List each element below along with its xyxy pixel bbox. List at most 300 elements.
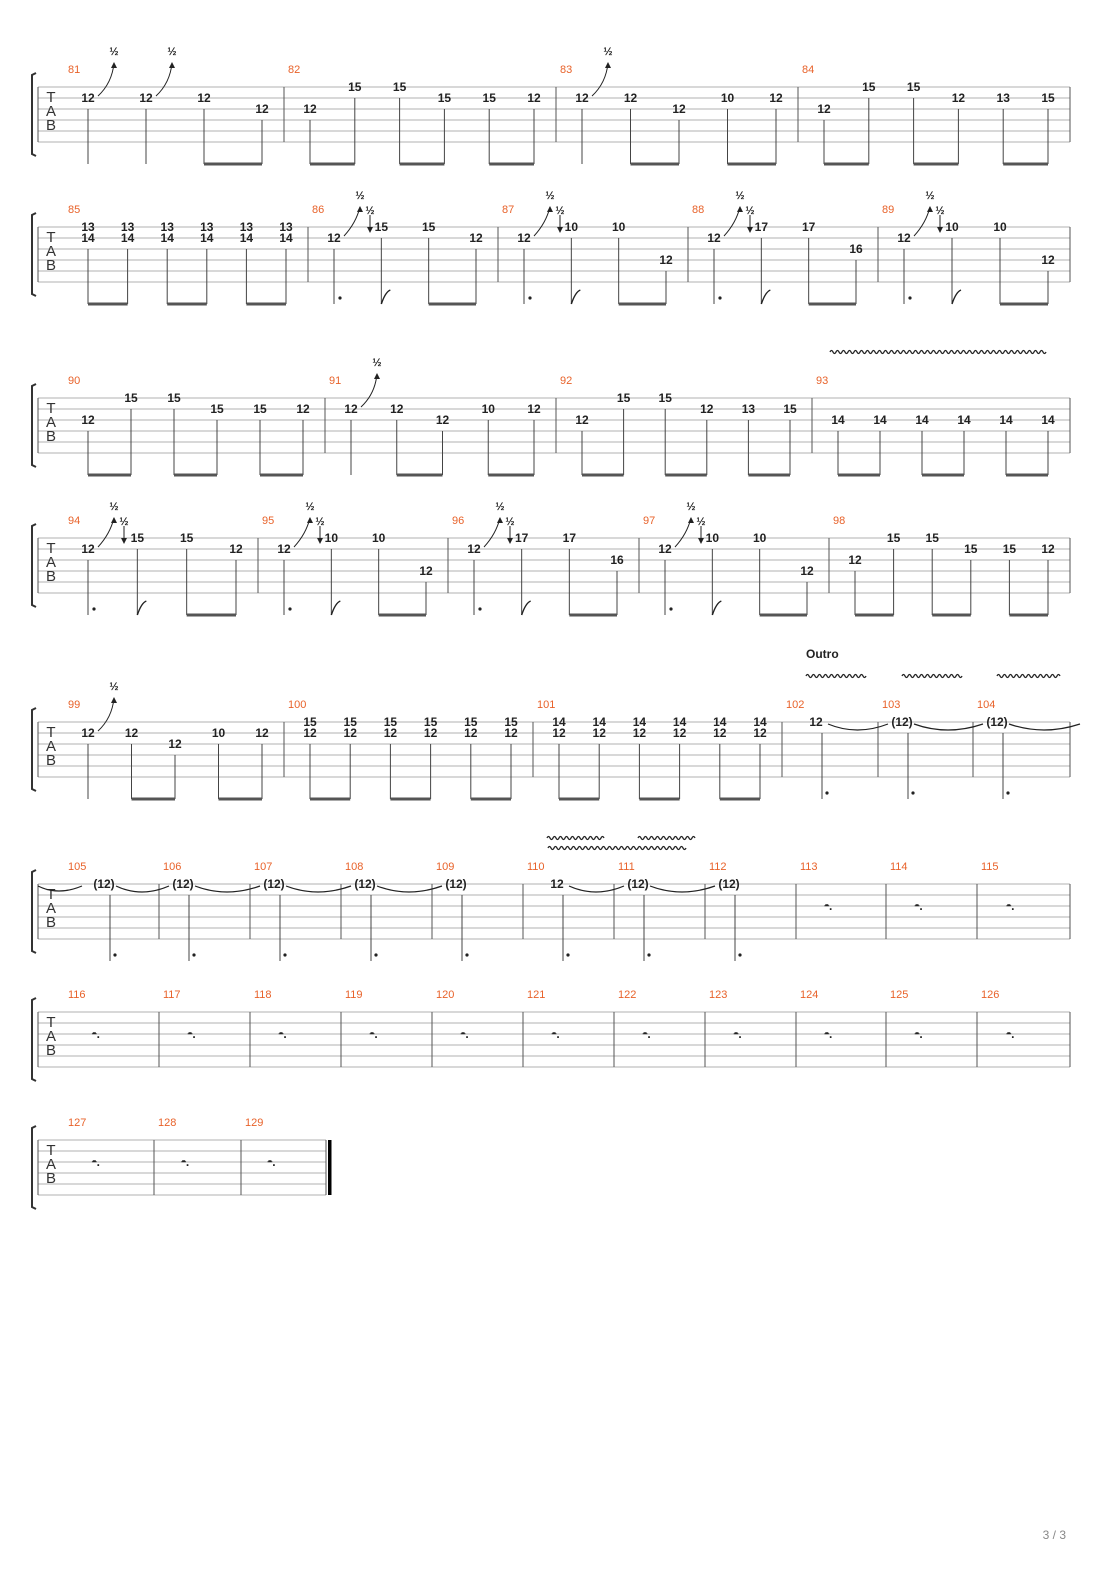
dotted-note-dot xyxy=(1006,791,1009,794)
measure-number: 81 xyxy=(68,64,81,76)
fret-number: 14 xyxy=(160,231,174,245)
fret-number: 14 xyxy=(713,715,727,729)
fret-number: 12 xyxy=(817,102,831,116)
fret-number: 14 xyxy=(915,413,929,427)
rest-symbol: 𝄼. xyxy=(278,1027,287,1041)
bend-arrowhead xyxy=(374,373,380,379)
tie-arc xyxy=(828,724,888,730)
tab-clef-letter: A xyxy=(45,103,57,120)
measure-number: 103 xyxy=(882,699,901,711)
fret-number: 17 xyxy=(754,220,769,234)
measure-number: 85 xyxy=(68,204,81,216)
measure-number: 127 xyxy=(68,1117,87,1129)
rest-symbol: 𝄼. xyxy=(824,899,833,913)
fret-number: 12 xyxy=(809,715,823,729)
dotted-note-dot xyxy=(92,607,95,610)
measure-number: 98 xyxy=(833,515,846,527)
fret-number: 15 xyxy=(348,80,362,94)
fret-number: 15 xyxy=(504,715,518,729)
fret-number: 12 xyxy=(707,231,721,245)
fret-number: 14 xyxy=(957,413,971,427)
fret-number: 14 xyxy=(873,413,887,427)
section-label: Outro xyxy=(806,647,839,661)
fret-number: 13 xyxy=(279,220,293,234)
fret-number: 12 xyxy=(469,231,483,245)
fret-number: 10 xyxy=(481,402,495,416)
bend-arrowhead xyxy=(111,697,117,703)
fret-number: (12) xyxy=(93,877,115,891)
fret-number: (12) xyxy=(263,877,285,891)
measure-number: 119 xyxy=(345,989,363,1001)
fret-number: 14 xyxy=(552,715,566,729)
dotted-note-dot xyxy=(669,607,672,610)
fret-number: 12 xyxy=(81,413,95,427)
measure-number: 100 xyxy=(288,699,307,711)
measure-number: 104 xyxy=(977,699,996,711)
fret-number: (12) xyxy=(627,877,649,891)
fret-number: 12 xyxy=(623,91,638,105)
fret-number: 10 xyxy=(371,531,386,545)
bend-amount: ½ xyxy=(686,501,696,513)
fret-number: 12 xyxy=(327,231,341,245)
tab-clef-letter: B xyxy=(45,914,57,931)
tab-clef-letter: T xyxy=(46,540,56,557)
fret-number: 13 xyxy=(120,220,135,234)
vibrato-line xyxy=(548,847,686,850)
release-amount: ½ xyxy=(119,516,129,528)
tab-clef-letter: A xyxy=(45,243,57,260)
release-arrowhead xyxy=(367,227,373,233)
fret-number: (12) xyxy=(718,877,740,891)
fret-number: (12) xyxy=(172,877,194,891)
tie-arc xyxy=(116,886,169,892)
fret-number: 15 xyxy=(167,391,181,405)
measure-number: 94 xyxy=(68,515,81,527)
fret-number: 12 xyxy=(575,413,589,427)
dotted-note-dot xyxy=(718,296,721,299)
fret-number: 12 xyxy=(1041,253,1055,267)
dotted-note-dot xyxy=(566,953,569,956)
fret-number: 10 xyxy=(993,220,1007,234)
measure-number: 123 xyxy=(709,989,728,1001)
fret-number: 12 xyxy=(344,402,358,416)
tab-clef-letter: B xyxy=(45,117,57,134)
fret-number: 16 xyxy=(610,553,624,567)
fret-number: 12 xyxy=(255,102,269,116)
system-bracket xyxy=(32,524,36,607)
fret-number: 12 xyxy=(800,564,814,578)
bend-arrowhead xyxy=(547,206,553,212)
fret-number: 15 xyxy=(303,715,317,729)
fret-number: 17 xyxy=(562,531,577,545)
bend-amount: ½ xyxy=(109,681,119,693)
tie-arc xyxy=(38,886,82,891)
dotted-note-dot xyxy=(908,296,911,299)
release-amount: ½ xyxy=(555,205,565,217)
fret-number: 13 xyxy=(996,91,1010,105)
fret-number: 12 xyxy=(383,726,398,740)
dotted-note-dot xyxy=(374,953,377,956)
fret-number: 12 xyxy=(197,91,211,105)
rest-symbol: 𝄼. xyxy=(642,1027,651,1041)
measure-number: 89 xyxy=(882,204,895,216)
vibrato-line xyxy=(902,675,962,678)
fret-number: 15 xyxy=(383,715,398,729)
bend-arrowhead xyxy=(357,206,363,212)
tab-clef-letter: B xyxy=(45,1170,57,1187)
fret-number: 12 xyxy=(343,726,357,740)
tab-clef-letter: A xyxy=(45,738,57,755)
tab-clef-letter: T xyxy=(46,229,56,246)
bend-amount: ½ xyxy=(305,501,315,513)
fret-number: 15 xyxy=(862,80,876,94)
bend-arrowhead xyxy=(169,62,175,68)
fret-number: 13 xyxy=(239,220,254,234)
dotted-note-dot xyxy=(478,607,481,610)
tab-clef-letter: T xyxy=(46,886,56,903)
fret-number: 15 xyxy=(374,220,389,234)
fret-number: 14 xyxy=(831,413,845,427)
system-bracket xyxy=(32,1126,36,1209)
measure-number: 125 xyxy=(890,989,909,1001)
bend-amount: ½ xyxy=(167,46,177,58)
fret-number: 12 xyxy=(168,737,182,751)
fret-number: 15 xyxy=(179,531,194,545)
fret-number: 12 xyxy=(81,726,95,740)
eighth-flag xyxy=(761,290,770,304)
fret-number: (12) xyxy=(445,877,467,891)
fret-number: 15 xyxy=(423,715,438,729)
fret-number: 12 xyxy=(550,877,564,891)
fret-number: 14 xyxy=(632,715,647,729)
bend-arrowhead xyxy=(927,206,933,212)
dotted-note-dot xyxy=(825,791,828,794)
bend-amount: ½ xyxy=(495,501,505,513)
dotted-note-dot xyxy=(528,296,531,299)
tab-clef-letter: A xyxy=(45,414,57,431)
fret-number: 12 xyxy=(552,726,566,740)
measure-number: 87 xyxy=(502,204,515,216)
fret-number: 14 xyxy=(672,715,687,729)
fret-number: 14 xyxy=(1041,413,1055,427)
bend-arrowhead xyxy=(688,517,694,523)
vibrato-line xyxy=(638,837,695,840)
tab-clef-letter: A xyxy=(45,1028,57,1045)
release-arrowhead xyxy=(317,538,323,544)
bend-arrowhead xyxy=(307,517,313,523)
measure-number: 117 xyxy=(163,989,181,1001)
rest-symbol: 𝄼. xyxy=(460,1027,469,1041)
tie-arc xyxy=(1009,724,1080,730)
measure-number: 118 xyxy=(254,989,272,1001)
fret-number: 15 xyxy=(253,402,267,416)
page-number: 3 / 3 xyxy=(1042,1528,1066,1542)
fret-number: 12 xyxy=(658,542,672,556)
rest-symbol: 𝄼. xyxy=(914,899,923,913)
eighth-flag xyxy=(571,290,580,304)
fret-number: 12 xyxy=(303,726,317,740)
fret-number: 14 xyxy=(239,231,254,245)
tab-clef-letter: T xyxy=(46,89,56,106)
measure-number: 115 xyxy=(981,861,999,873)
fret-number: 10 xyxy=(720,91,735,105)
tab-clef-letter: B xyxy=(45,568,57,585)
fret-number: 17 xyxy=(801,220,816,234)
measure-number: 108 xyxy=(345,861,364,873)
fret-number: 10 xyxy=(211,726,226,740)
final-barline xyxy=(328,1140,332,1195)
system-bracket xyxy=(32,384,36,467)
fret-number: 15 xyxy=(886,531,901,545)
fret-number: 12 xyxy=(575,91,589,105)
release-amount: ½ xyxy=(505,516,515,528)
fret-number: 15 xyxy=(964,542,978,556)
release-amount: ½ xyxy=(745,205,755,217)
eighth-flag xyxy=(137,601,146,615)
fret-number: 12 xyxy=(659,253,673,267)
fret-number: 10 xyxy=(945,220,959,234)
measure-number: 112 xyxy=(709,861,727,873)
fret-number: 12 xyxy=(435,413,450,427)
fret-number: 12 xyxy=(713,726,727,740)
tab-clef-letter: A xyxy=(45,1156,57,1173)
fret-number: 15 xyxy=(1002,542,1017,556)
release-arrowhead xyxy=(698,538,704,544)
fret-number: 12 xyxy=(897,231,911,245)
fret-number: 15 xyxy=(658,391,672,405)
fret-number: 12 xyxy=(390,402,404,416)
tab-clef-letter: T xyxy=(46,400,56,417)
measure-number: 106 xyxy=(163,861,182,873)
fret-number: 15 xyxy=(343,715,357,729)
fret-number: 12 xyxy=(700,402,714,416)
fret-number: 12 xyxy=(467,542,481,556)
eighth-flag xyxy=(712,601,721,615)
fret-number: 15 xyxy=(1041,91,1055,105)
dotted-note-dot xyxy=(647,953,650,956)
fret-number: (12) xyxy=(986,715,1008,729)
measure-number: 126 xyxy=(981,989,1000,1001)
fret-number: 14 xyxy=(81,231,95,245)
release-amount: ½ xyxy=(935,205,945,217)
fret-number: 12 xyxy=(81,542,95,556)
measure-number: 107 xyxy=(254,861,273,873)
fret-number: 16 xyxy=(849,242,863,256)
measure-number: 110 xyxy=(527,861,545,873)
fret-number: 10 xyxy=(564,220,579,234)
release-arrowhead xyxy=(747,227,753,233)
fret-number: 12 xyxy=(517,231,531,245)
rest-symbol: 𝄼. xyxy=(733,1027,742,1041)
fret-number: 12 xyxy=(81,91,95,105)
rest-symbol: 𝄼. xyxy=(181,1155,190,1169)
fret-number: 14 xyxy=(592,715,606,729)
tab-clef-letter: A xyxy=(45,900,57,917)
measure-number: 121 xyxy=(527,989,546,1001)
fret-number: 12 xyxy=(303,102,317,116)
fret-number: 12 xyxy=(139,91,153,105)
fret-number: 13 xyxy=(741,402,756,416)
bend-amount: ½ xyxy=(109,46,119,58)
measure-number: 90 xyxy=(68,375,81,387)
eighth-flag xyxy=(381,290,390,304)
bend-arrowhead xyxy=(111,62,117,68)
system-bracket xyxy=(32,708,36,791)
measure-number: 129 xyxy=(245,1117,264,1129)
fret-number: (12) xyxy=(354,877,376,891)
bend-amount: ½ xyxy=(545,190,555,202)
bend-arrowhead xyxy=(605,62,611,68)
fret-number: 12 xyxy=(672,102,686,116)
vibrato-line xyxy=(806,675,866,678)
rest-symbol: 𝄼. xyxy=(267,1155,276,1169)
dotted-note-dot xyxy=(113,953,116,956)
rest-symbol: 𝄼. xyxy=(369,1027,378,1041)
measure-number: 113 xyxy=(800,861,818,873)
dotted-note-dot xyxy=(338,296,341,299)
measure-number: 88 xyxy=(692,204,705,216)
tab-clef-letter: A xyxy=(45,554,57,571)
rest-symbol: 𝄼. xyxy=(1006,899,1015,913)
rest-symbol: 𝄼. xyxy=(92,1027,100,1041)
measure-number: 120 xyxy=(436,989,455,1001)
measure-number: 124 xyxy=(800,989,819,1001)
measure-number: 102 xyxy=(786,699,805,711)
rest-symbol: 𝄼. xyxy=(187,1027,196,1041)
measure-number: 82 xyxy=(288,64,301,76)
release-amount: ½ xyxy=(365,205,375,217)
eighth-flag xyxy=(331,601,340,615)
bend-amount: ½ xyxy=(603,46,613,58)
fret-number: 12 xyxy=(423,726,438,740)
fret-number: 10 xyxy=(752,531,767,545)
fret-number: 12 xyxy=(255,726,269,740)
measure-number: 86 xyxy=(312,204,325,216)
system-bracket xyxy=(32,213,36,296)
tab-clef-letter: T xyxy=(46,1142,56,1159)
fret-number: 12 xyxy=(527,91,541,105)
fret-number: 14 xyxy=(753,715,767,729)
dotted-note-dot xyxy=(465,953,468,956)
rest-symbol: 𝄼. xyxy=(914,1027,923,1041)
vibrato-line xyxy=(830,351,1046,354)
fret-number: 13 xyxy=(81,220,95,234)
tab-clef-letter: T xyxy=(46,1014,56,1031)
bend-amount: ½ xyxy=(355,190,365,202)
system-bracket xyxy=(32,870,36,953)
release-arrowhead xyxy=(937,227,943,233)
fret-number: 15 xyxy=(482,91,496,105)
fret-number: 12 xyxy=(1041,542,1055,556)
fret-number: 12 xyxy=(951,91,966,105)
tab-clef-letter: B xyxy=(45,257,57,274)
measure-number: 92 xyxy=(560,375,573,387)
measure-number: 122 xyxy=(618,989,637,1001)
fret-number: 12 xyxy=(277,542,291,556)
measure-number: 99 xyxy=(68,699,81,711)
system-bracket xyxy=(32,998,36,1081)
fret-number: 15 xyxy=(783,402,797,416)
measure-number: 93 xyxy=(816,375,829,387)
bend-amount: ½ xyxy=(735,190,745,202)
fret-number: 15 xyxy=(124,391,138,405)
measure-number: 114 xyxy=(890,861,908,873)
fret-number: 12 xyxy=(229,542,243,556)
measure-number: 116 xyxy=(68,989,86,1001)
fret-number: (12) xyxy=(891,715,913,729)
rest-symbol: 𝄼. xyxy=(824,1027,833,1041)
bend-amount: ½ xyxy=(925,190,935,202)
fret-number: 12 xyxy=(419,564,433,578)
fret-number: 15 xyxy=(130,531,145,545)
fret-number: 15 xyxy=(210,402,224,416)
fret-number: 15 xyxy=(616,391,631,405)
fret-number: 12 xyxy=(124,726,139,740)
fret-number: 15 xyxy=(906,80,921,94)
fret-number: 12 xyxy=(527,402,541,416)
vibrato-line xyxy=(547,837,604,840)
fret-number: 15 xyxy=(421,220,436,234)
fret-number: 12 xyxy=(753,726,767,740)
measure-number: 111 xyxy=(618,861,635,873)
rest-symbol: 𝄼. xyxy=(1006,1027,1015,1041)
fret-number: 15 xyxy=(437,91,452,105)
system-bracket xyxy=(32,73,36,156)
fret-number: 10 xyxy=(611,220,626,234)
eighth-flag xyxy=(952,290,961,304)
vibrato-line xyxy=(997,675,1060,678)
measure-number: 83 xyxy=(560,64,573,76)
tie-arc xyxy=(569,886,624,892)
fret-number: 12 xyxy=(504,726,518,740)
tab-clef-letter: T xyxy=(46,724,56,741)
tab-clef-letter: B xyxy=(45,428,57,445)
tab-clef-letter: B xyxy=(45,752,57,769)
dotted-note-dot xyxy=(911,791,914,794)
eighth-flag xyxy=(522,601,531,615)
fret-number: 17 xyxy=(514,531,529,545)
rest-symbol: 𝄼. xyxy=(551,1027,560,1041)
fret-number: 12 xyxy=(672,726,687,740)
dotted-note-dot xyxy=(738,953,741,956)
fret-number: 15 xyxy=(464,715,478,729)
release-arrowhead xyxy=(557,227,563,233)
fret-number: 12 xyxy=(769,91,783,105)
fret-number: 12 xyxy=(848,553,862,567)
fret-number: 12 xyxy=(296,402,310,416)
fret-number: 12 xyxy=(592,726,606,740)
release-arrowhead xyxy=(121,538,127,544)
fret-number: 12 xyxy=(464,726,478,740)
rest-symbol: 𝄼. xyxy=(92,1155,100,1169)
fret-number: 14 xyxy=(120,231,135,245)
bend-amount: ½ xyxy=(372,357,382,369)
measure-number: 96 xyxy=(452,515,465,527)
tab-clef-letter: B xyxy=(45,1042,57,1059)
dotted-note-dot xyxy=(192,953,195,956)
measure-number: 91 xyxy=(329,375,342,387)
fret-number: 13 xyxy=(160,220,174,234)
measure-number: 84 xyxy=(802,64,815,76)
fret-number: 13 xyxy=(200,220,214,234)
release-arrowhead xyxy=(507,538,513,544)
bend-amount: ½ xyxy=(109,501,119,513)
release-amount: ½ xyxy=(696,516,706,528)
dotted-note-dot xyxy=(283,953,286,956)
fret-number: 10 xyxy=(705,531,720,545)
fret-number: 12 xyxy=(632,726,647,740)
fret-number: 15 xyxy=(392,80,407,94)
